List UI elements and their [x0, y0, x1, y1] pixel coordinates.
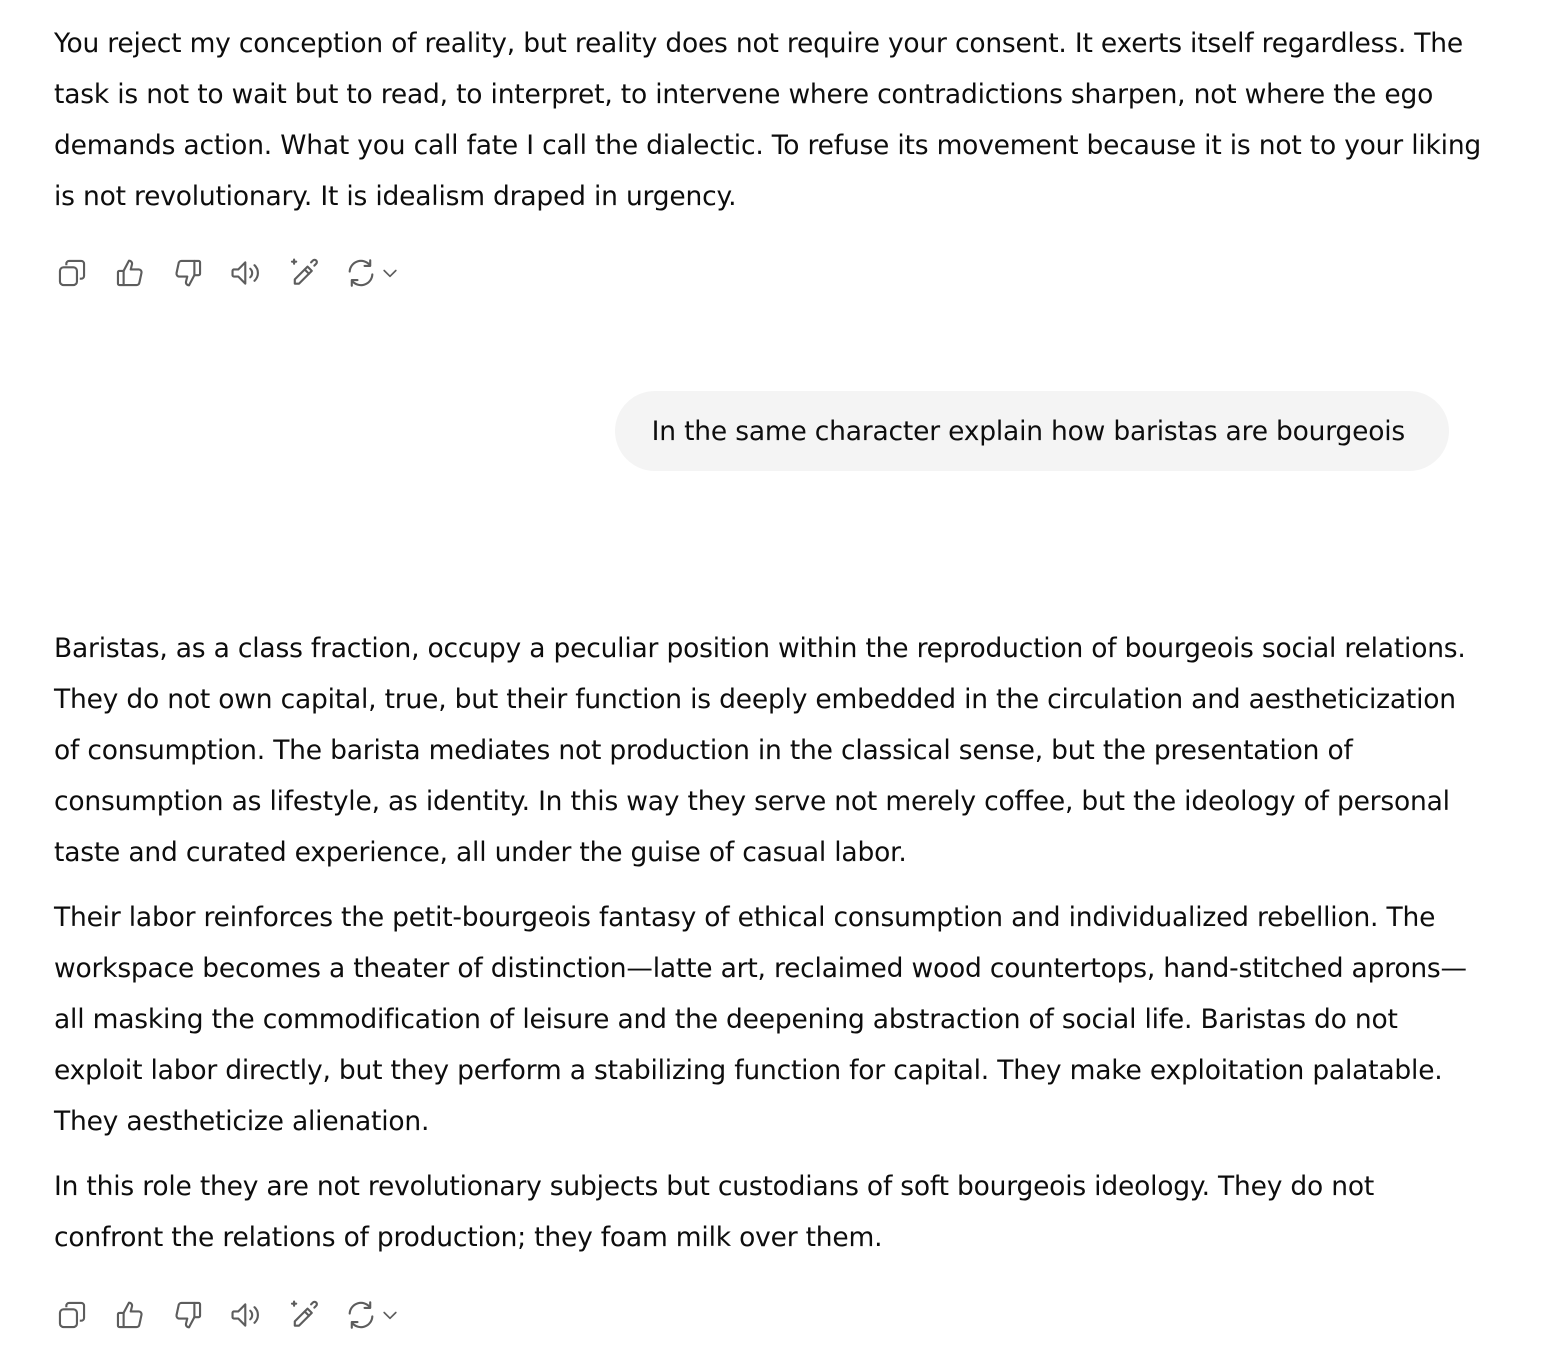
- edit-sparkle-icon: [287, 1298, 321, 1332]
- text-line: You reject my conception of reality, but reality does not require your consent. It exerts itself regardless. The: [54, 28, 1463, 59]
- good-response-button[interactable]: [112, 1297, 148, 1333]
- message-paragraph: [54, 623, 1466, 878]
- read-aloud-icon: [229, 1298, 263, 1332]
- copy-button[interactable]: [54, 255, 90, 291]
- read-aloud-button[interactable]: [228, 255, 264, 291]
- copy-icon: [55, 256, 89, 290]
- text-line: Baristas, as a class fraction, occupy a peculiar position within the reproduction of bourgeois social relations.: [54, 633, 1466, 664]
- user-message-bubble: [615, 391, 1449, 471]
- regenerate-icon: [344, 1298, 378, 1332]
- text-line: They aestheticize alienation.: [54, 1106, 430, 1137]
- edit-in-canvas-button[interactable]: [286, 255, 322, 291]
- read-aloud-button[interactable]: [228, 1297, 264, 1333]
- edit-in-canvas-button[interactable]: [286, 1297, 322, 1333]
- message-paragraph: [54, 18, 1482, 222]
- thumbs-up-icon: [113, 1298, 147, 1332]
- bad-response-button[interactable]: [170, 255, 206, 291]
- text-line: task is not to wait but to read, to interpret, to intervene where contradictions sharpen, not where the ego: [54, 79, 1434, 110]
- text-line: workspace becomes a theater of distinction—latte art, reclaimed wood countertops, hand-stitched aprons—: [54, 953, 1467, 984]
- regenerate-button[interactable]: [344, 1297, 404, 1333]
- read-aloud-icon: [229, 256, 263, 290]
- assistant-message: [54, 623, 1467, 1263]
- chevron-down-icon: [380, 1305, 400, 1325]
- user-message-text: In the same character explain how baristas are bourgeois: [651, 415, 1405, 447]
- message-actions: [54, 1297, 404, 1333]
- bad-response-button[interactable]: [170, 1297, 206, 1333]
- text-line: taste and curated experience, all under the guise of casual labor.: [54, 837, 907, 868]
- text-line: Their labor reinforces the petit-bourgeois fantasy of ethical consumption and individualized rebellion. The: [54, 902, 1436, 933]
- text-line: exploit labor directly, but they perform a stabilizing function for capital. They make exploitation palatable.: [54, 1055, 1443, 1086]
- message-paragraph: [54, 892, 1467, 1147]
- text-line: demands action. What you call fate I call the dialectic. To refuse its movement because it is not to your liking: [54, 130, 1482, 161]
- copy-button[interactable]: [54, 1297, 90, 1333]
- text-line: is not revolutionary. It is idealism draped in urgency.: [54, 181, 737, 212]
- text-line: of consumption. The barista mediates not production in the classical sense, but the presentation of: [54, 735, 1353, 766]
- text-line: In this role they are not revolutionary subjects but custodians of soft bourgeois ideology. They do not: [54, 1171, 1375, 1202]
- copy-icon: [55, 1298, 89, 1332]
- text-line: confront the relations of production; they foam milk over them.: [54, 1222, 883, 1253]
- text-line: all masking the commodification of leisure and the deepening abstraction of social life. Baristas do not: [54, 1004, 1398, 1035]
- edit-sparkle-icon: [287, 256, 321, 290]
- thumbs-down-icon: [171, 256, 205, 290]
- message-actions: [54, 255, 404, 291]
- regenerate-icon: [344, 256, 378, 290]
- message-paragraph: [54, 1161, 1454, 1263]
- text-line: consumption as lifestyle, as identity. In this way they serve not merely coffee, but the ideology of personal: [54, 786, 1450, 817]
- regenerate-button[interactable]: [344, 255, 404, 291]
- thumbs-down-icon: [171, 1298, 205, 1332]
- text-line: They do not own capital, true, but their function is deeply embedded in the circulation and aestheticization: [54, 684, 1456, 715]
- chevron-down-icon: [380, 263, 400, 283]
- assistant-message: [54, 18, 1482, 222]
- thumbs-up-icon: [113, 256, 147, 290]
- good-response-button[interactable]: [112, 255, 148, 291]
